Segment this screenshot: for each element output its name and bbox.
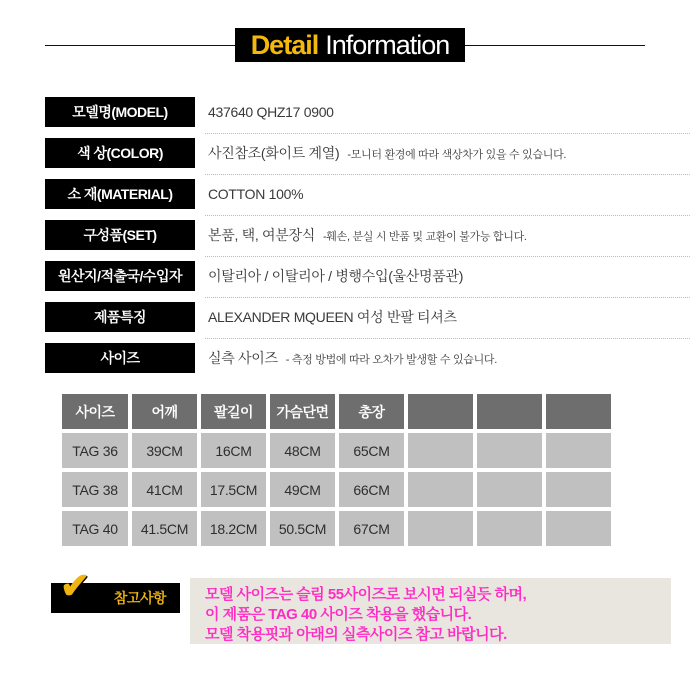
notice-line: 모델 착용핏과 아래의 실측사이즈 참고 바랍니다. bbox=[205, 626, 507, 643]
spec-label: 원산지/적출국/수입자 bbox=[45, 261, 195, 291]
spec-row-material bbox=[45, 179, 690, 209]
notice-line: 이 제품은 TAG 40 사이즈 착용을 했습니다. bbox=[205, 606, 472, 623]
spec-value bbox=[208, 225, 527, 245]
page-title bbox=[235, 28, 465, 62]
notice-label: 참고사항 bbox=[113, 590, 166, 606]
table-cell: 50.5CM bbox=[270, 511, 335, 546]
size-table bbox=[58, 390, 615, 550]
check-icon: ✔ bbox=[60, 565, 91, 606]
spec-label: 색 상(COLOR) bbox=[45, 138, 195, 168]
spec-label: 제품특징 bbox=[45, 302, 195, 332]
table-cell: TAG 40 bbox=[62, 511, 128, 546]
table-cell: 67CM bbox=[339, 511, 404, 546]
table-cell: TAG 38 bbox=[62, 472, 128, 507]
spec-value bbox=[208, 143, 566, 163]
table-cell: 48CM bbox=[270, 433, 335, 468]
spec-value-text: 437640 QHZ17 0900 bbox=[208, 104, 334, 120]
spec-row-model bbox=[45, 97, 690, 127]
row-divider bbox=[205, 297, 690, 298]
page-title-rest: Information bbox=[325, 29, 450, 60]
spec-value-text: 사진참조(화이트 계열) bbox=[208, 145, 340, 161]
table-row bbox=[62, 472, 611, 507]
size-table-header-cell: 총장 bbox=[339, 394, 404, 429]
spec-value-text: 본품, 택, 여분장식 bbox=[208, 227, 315, 243]
spec-note-text: -모니터 환경에 따라 색상차가 있을 수 있습니다. bbox=[347, 149, 567, 161]
spec-value-text: ALEXANDER MQUEEN 여성 반팔 티셔츠 bbox=[208, 309, 457, 325]
row-divider bbox=[205, 215, 690, 216]
page-title-accent: Detail bbox=[250, 29, 319, 60]
table-cell: 66CM bbox=[339, 472, 404, 507]
table-cell: 49CM bbox=[270, 472, 335, 507]
table-cell bbox=[546, 511, 611, 546]
size-table-header-cell bbox=[477, 394, 542, 429]
size-table-header-cell: 사이즈 bbox=[62, 394, 128, 429]
spec-value bbox=[208, 348, 497, 368]
table-cell bbox=[546, 433, 611, 468]
table-cell bbox=[408, 511, 473, 546]
spec-value bbox=[208, 266, 471, 286]
spec-row-color bbox=[45, 138, 690, 168]
spec-value-text: COTTON 100% bbox=[208, 186, 304, 202]
spec-label: 소 재(MATERIAL) bbox=[45, 179, 195, 209]
spec-value bbox=[208, 307, 465, 327]
table-cell: TAG 36 bbox=[62, 433, 128, 468]
table-cell: 17.5CM bbox=[201, 472, 266, 507]
spec-value-text: 실측 사이즈 bbox=[208, 350, 278, 366]
size-table-header-cell: 어깨 bbox=[132, 394, 197, 429]
table-cell bbox=[477, 511, 542, 546]
table-cell: 39CM bbox=[132, 433, 197, 468]
table-row bbox=[62, 433, 611, 468]
spec-row-feature bbox=[45, 302, 690, 332]
spec-value bbox=[208, 186, 311, 202]
spec-row-origin bbox=[45, 261, 690, 291]
table-cell bbox=[408, 433, 473, 468]
spec-note-text: -훼손, 분실 시 반품 및 교환이 불가능 합니다. bbox=[322, 231, 527, 243]
spec-label: 사이즈 bbox=[45, 343, 195, 373]
spec-row-size bbox=[45, 343, 690, 373]
spec-label: 모델명(MODEL) bbox=[45, 97, 195, 127]
table-cell: 18.2CM bbox=[201, 511, 266, 546]
spec-list bbox=[45, 97, 690, 384]
table-cell: 41.5CM bbox=[132, 511, 197, 546]
table-cell bbox=[408, 472, 473, 507]
table-cell: 41CM bbox=[132, 472, 197, 507]
spec-label: 구성품(SET) bbox=[45, 220, 195, 250]
table-cell bbox=[477, 472, 542, 507]
table-cell bbox=[546, 472, 611, 507]
size-table-header-cell: 팔길이 bbox=[201, 394, 266, 429]
size-table-header-cell bbox=[408, 394, 473, 429]
spec-value-text: 이탈리아 / 이탈리아 / 병행수입(울산명품관) bbox=[208, 268, 464, 284]
notice-line: 모델 사이즈는 슬림 55사이즈로 보시면 되실듯 하며, bbox=[205, 586, 527, 603]
size-table-header-row bbox=[62, 394, 611, 429]
size-table-header-cell bbox=[546, 394, 611, 429]
table-cell bbox=[477, 433, 542, 468]
table-row bbox=[62, 511, 611, 546]
spec-note-text: - 측정 방법에 따라 오차가 발생할 수 있습니다. bbox=[285, 354, 497, 366]
section-header bbox=[0, 28, 700, 62]
spec-row-set bbox=[45, 220, 690, 250]
row-divider bbox=[205, 174, 690, 175]
row-divider bbox=[205, 338, 690, 339]
spec-value bbox=[208, 104, 342, 120]
size-table-header-cell: 가슴단면 bbox=[270, 394, 335, 429]
notice-body bbox=[190, 578, 671, 644]
row-divider bbox=[205, 133, 690, 134]
table-cell: 65CM bbox=[339, 433, 404, 468]
table-cell: 16CM bbox=[201, 433, 266, 468]
row-divider bbox=[205, 256, 690, 257]
